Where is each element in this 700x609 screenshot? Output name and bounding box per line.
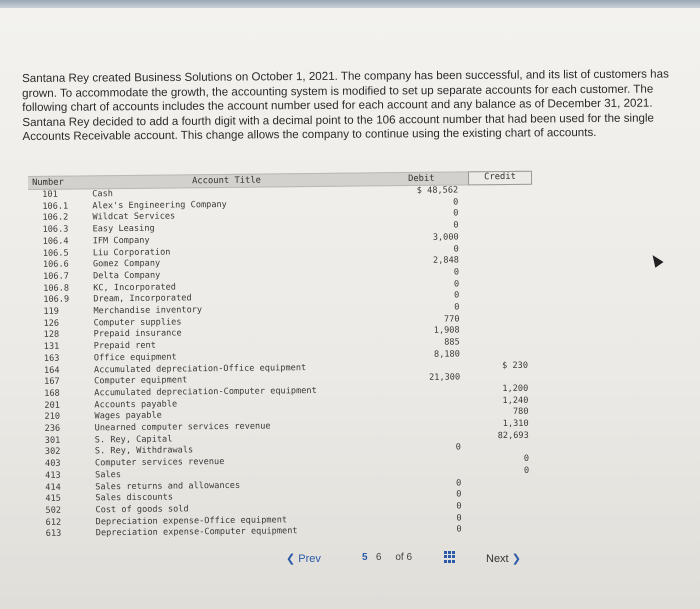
debit-value [391,419,461,420]
debit-value: 770 [443,314,460,325]
credit-value [459,313,527,314]
account-title: Dream, Incorporated [93,293,192,305]
debit-value: 0 [453,197,459,208]
credit-value [459,232,527,233]
account-number: 164 [43,365,60,376]
account-title: Wages payable [94,410,162,422]
account-number: 126 [43,318,60,329]
account-number: 106.9 [43,294,70,306]
debit-value: 2,848 [432,255,459,266]
account-title: Depreciation expense-Office equipment [95,514,288,527]
page-indicator [362,552,412,563]
credit-value [459,255,527,256]
credit-value [458,208,526,209]
page-current[interactable]: 5 [362,552,368,563]
credit-value [461,442,529,443]
account-title: Delta Company [93,270,161,282]
debit-value: 885 [444,337,460,348]
account-title: Alex's Engineering Company [92,199,227,212]
credit-value [461,489,529,490]
account-number: 201 [44,400,60,411]
credit-value: 0 [523,465,530,476]
account-number: 106.6 [42,259,69,271]
credit-value [460,325,528,326]
account-number: 106.7 [43,271,69,282]
debit-value: 0 [456,524,462,535]
debit-value: 0 [456,513,462,524]
credit-value: $ 230 [502,360,529,371]
account-title: Accounts payable [94,399,178,410]
account-title: Computer supplies [93,317,182,329]
credit-value [461,477,529,478]
account-number: 413 [45,470,61,481]
account-number: 128 [43,330,60,341]
account-title: Merchandise inventory [93,305,203,317]
account-number: 502 [45,505,62,516]
account-title: Depreciation expense-Computer equipment [95,526,298,539]
chart-of-accounts-table [28,171,552,546]
account-number: 403 [44,458,61,469]
credit-value: 1,240 [502,395,529,406]
debit-value [390,384,460,385]
debit-value: 1,908 [433,325,460,337]
intro-paragraph: Santana Rey created Business Solutions on October 1, 2021. The company has been successful, and its list of customers has grown. To accommodate the growth, the accounting system is modified to set up separate accounts for each customer. The following chart of accounts includes the account number used for each account and any balance as of December 31, 2021. Santana Rey decided to add a fourth digit with a decimal point to the 106 account number that had been used for the single Accounts Receivable account. This change allows the company to continue using the existing chart of accounts. [22,67,669,144]
account-number: 302 [44,447,61,458]
account-title: S. Rey, Withdrawals [94,445,194,457]
credit-value [462,512,530,513]
account-title: Unearned computer services revenue [94,421,271,434]
account-title: S. Rey, Capital [94,434,173,446]
account-title: KC, Incorporated [93,282,177,293]
debit-value: 8,180 [433,349,460,360]
account-title: Liu Corporation [92,247,171,258]
account-number: 414 [45,482,61,493]
account-title: Prepaid rent [93,340,156,352]
account-number: 106.8 [43,283,70,294]
account-number: 613 [45,528,62,540]
account-number: 106.5 [42,248,69,259]
prev-button[interactable]: ❮ Prev [286,553,321,565]
account-number: 119 [43,306,60,317]
account-title: Accumulated depreciation-Computer equipment [94,385,317,399]
credit-value [458,196,526,197]
debit-value: 0 [455,442,461,453]
credit-value [460,337,528,338]
account-number: 106.4 [42,236,69,247]
browser-top-strip [0,0,700,8]
account-title: Cost of goods sold [95,504,189,516]
credit-value [458,185,526,186]
account-number: 210 [44,411,61,423]
credit-value: 1,310 [502,418,529,430]
account-number: 101 [42,189,58,200]
credit-value [459,243,527,244]
account-title: Office equipment [93,352,177,364]
debit-value [391,431,461,432]
debit-value: 0 [453,208,459,219]
debit-value [390,408,460,409]
credit-value [459,267,527,268]
account-number: 131 [43,341,60,352]
prev-label: Prev [298,553,321,565]
debit-value: 0 [453,243,459,255]
account-title: Computer equipment [94,375,188,387]
credit-value [461,501,529,502]
account-number: 415 [45,493,61,505]
account-number: 168 [44,388,60,399]
credit-value [460,372,528,373]
credit-value [459,302,527,303]
account-number: 612 [45,517,62,528]
credit-value: 82,693 [497,430,529,441]
account-title: Sales returns and allowances [95,480,241,492]
debit-value [391,466,461,467]
account-title: Prepaid insurance [93,328,182,340]
account-title: IFM Company [92,235,150,247]
account-title: Easy Leasing [92,223,155,235]
account-title: Cash [92,189,113,200]
debit-value: 0 [453,220,459,231]
account-title: Computer services revenue [94,457,225,469]
debit-value [390,396,460,397]
header-credit: Credit [468,171,532,186]
credit-value: 780 [512,407,529,418]
debit-value [390,361,460,362]
account-number: 106.1 [42,201,69,212]
mouse-cursor-icon [648,252,663,268]
account-number: 236 [44,423,61,434]
next-label: Next [486,553,509,565]
next-button[interactable]: Next ❯ [486,553,521,565]
account-title: Sales [95,469,122,481]
credit-value [462,524,530,525]
page-next[interactable]: 6 [375,552,382,563]
credit-value: 0 [523,453,530,464]
credit-value [460,349,528,350]
debit-value: 0 [453,267,460,278]
account-number: 301 [44,435,61,446]
page-total: of 6 [395,552,413,563]
header-number: Number [32,177,64,188]
credit-value: 1,200 [502,383,529,394]
grid-view-icon[interactable] [444,551,456,563]
debit-value [391,455,461,456]
account-title: Gomez Company [92,258,161,270]
document-page [0,8,700,609]
credit-value [459,278,527,279]
debit-value: 0 [454,290,460,301]
debit-value: 0 [454,302,460,313]
debit-value: 0 [453,279,460,290]
account-title: Sales discounts [95,492,174,504]
account-number: 106.3 [42,224,69,235]
account-number: 167 [44,376,60,388]
debit-value: 0 [456,489,462,500]
credit-value [458,220,526,221]
pagination-bar [0,548,700,570]
debit-value: 3,000 [432,232,459,243]
header-account-title: Account Title [192,175,261,187]
account-title: Wildcat Services [92,211,176,223]
debit-value: 0 [456,501,462,512]
header-debit: Debit [408,173,435,185]
debit-value: 21,300 [429,372,461,383]
credit-value [459,290,527,291]
account-number: 163 [43,353,60,364]
debit-value: $ 48,562 [416,185,459,196]
account-title: Accumulated depreciation-Office equipment [93,362,307,375]
debit-value: 0 [455,477,462,489]
account-number: 106.2 [42,212,69,224]
